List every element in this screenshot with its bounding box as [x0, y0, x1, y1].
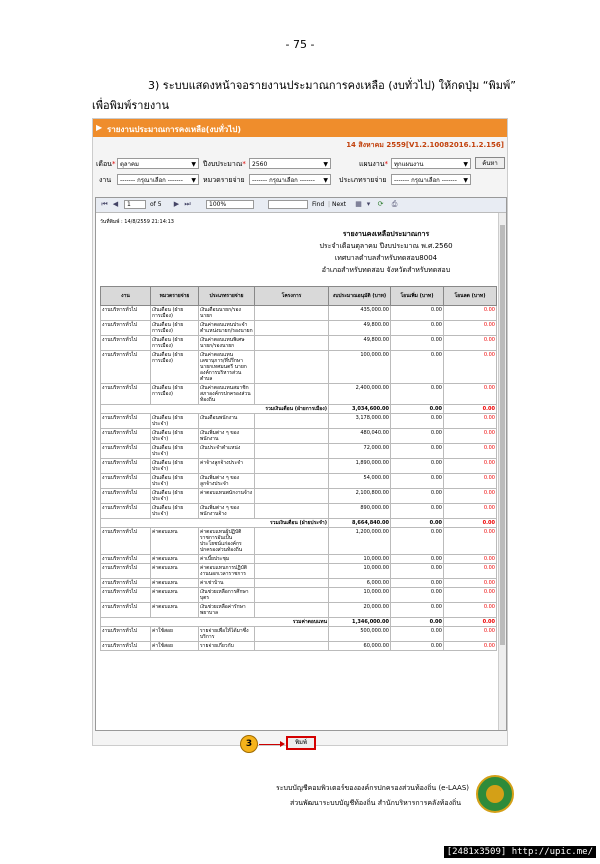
table-cell: [255, 459, 329, 474]
table-cell: งานบริหารทั่วไป: [101, 384, 151, 405]
table-cell: เงินเพิ่มต่าง ๆ ของพนักงานจ้าง: [199, 504, 255, 519]
table-cell: [255, 579, 329, 588]
table-cell: ค่าตอบแทนการปฏิบัติงานนอกเวลาราชการ: [199, 564, 255, 579]
table-cell: ค่าตอบแทน: [151, 579, 199, 588]
table-row: [101, 444, 497, 459]
table-cell: ค่าตอบแทน: [151, 564, 199, 579]
zoom-select[interactable]: 100%: [206, 200, 254, 209]
table-cell: งานบริหารทั่วไป: [101, 588, 151, 603]
table-header-row: [101, 287, 497, 306]
table-cell: งานบริหารทั่วไป: [101, 489, 151, 504]
find-link[interactable]: Find: [312, 201, 325, 208]
table-cell: [255, 444, 329, 459]
table-cell: 0.00: [444, 588, 497, 603]
table-cell: [255, 588, 329, 603]
table-cell: 0.00: [391, 414, 444, 429]
table-cell: เงินเดือน (ฝ่ายการเมือง): [151, 321, 199, 336]
table-cell: 0.00: [391, 627, 444, 642]
printer-icon[interactable]: ⎙: [391, 200, 398, 208]
table-row: [101, 351, 497, 384]
column-header: งาน: [101, 287, 151, 306]
table-cell: งานบริหารทั่วไป: [101, 579, 151, 588]
subtotal-cell: 0.00: [444, 618, 497, 627]
chevron-down-icon: ▼: [191, 177, 196, 184]
month-select[interactable]: ตุลาคม ▼: [117, 158, 199, 169]
table-cell: เงินค่าตอบแทนเลขานุการ/ที่ปรึกษานายกเทศมนตรี นายกองค์การบริหารส่วนตำบล: [199, 351, 255, 384]
table-cell: 0.00: [444, 351, 497, 384]
find-input[interactable]: [268, 200, 308, 209]
window-title: รายงานประมาณการคงเหลือ(งบทั่วไป): [107, 125, 241, 134]
table-row: [101, 459, 497, 474]
table-row: [101, 384, 497, 405]
table-cell: เงินค่าตอบแทนพิเศษนายก/รองนายก: [199, 336, 255, 351]
report-viewer: [95, 197, 507, 731]
table-cell: 0.00: [444, 336, 497, 351]
instruction-line-1: 3) ระบบแสดงหน้าจอรายงานประมาณการคงเหลือ (งบทั่วไป) ให้กดปุ่ม “พิมพ์”: [148, 79, 516, 92]
subtotal-label: รวมค่าตอบแทน: [101, 618, 329, 627]
subtotal-cell: 0.00: [391, 519, 444, 528]
table-cell: เงินเดือน (ฝ่ายประจำ): [151, 429, 199, 444]
column-header: โอนลด (บาท): [444, 287, 497, 306]
table-cell: [255, 474, 329, 489]
table-cell: งานบริหารทั่วไป: [101, 528, 151, 555]
subtotal-cell: 0.00: [444, 519, 497, 528]
table-cell: งานบริหารทั่วไป: [101, 351, 151, 384]
chevron-down-icon: ▼: [463, 161, 468, 168]
table-row: [101, 588, 497, 603]
type-label: ประเภทรายจ่าย: [339, 176, 387, 184]
table-cell: 0.00: [391, 489, 444, 504]
window-titlebar: [93, 119, 507, 137]
table-cell: เงินเดือน (ฝ่ายประจำ): [151, 444, 199, 459]
table-cell: 0.00: [444, 642, 497, 651]
table-cell: ค่าตอบแทน: [151, 555, 199, 564]
work-select[interactable]: ------- กรุณาเลือก ------- ▼: [117, 174, 199, 185]
table-cell: [255, 564, 329, 579]
print-date: วันที่พิมพ์ : 14/8/2559 21:14:13: [100, 219, 174, 225]
table-cell: งานบริหารทั่วไป: [101, 321, 151, 336]
table-cell: 2,100,800.00: [329, 489, 391, 504]
table-cell: 0.00: [444, 627, 497, 642]
table-cell: ค่าใช้สอย: [151, 627, 199, 642]
table-body: [101, 306, 497, 651]
table-cell: [255, 336, 329, 351]
table-cell: เงินเพิ่มต่าง ๆ ของพนักงาน: [199, 429, 255, 444]
table-cell: 0.00: [391, 351, 444, 384]
table-cell: 0.00: [444, 489, 497, 504]
table-cell: เงินค่าตอบแทนสมาชิกสภาองค์กรปกครองส่วนท้องถิ่น: [199, 384, 255, 405]
table-cell: 0.00: [391, 384, 444, 405]
subtotal-cell: 3,034,600.00: [329, 405, 391, 414]
watermark: [2481x3509] http://upic.me/: [444, 846, 596, 858]
table-cell: 3,178,000.00: [329, 414, 391, 429]
table-row: [101, 489, 497, 504]
step-badge: 3: [240, 735, 258, 753]
table-row: [101, 414, 497, 429]
last-page-icon[interactable]: ⏭: [184, 200, 191, 208]
table-cell: 0.00: [444, 384, 497, 405]
next-link[interactable]: Next: [332, 201, 346, 208]
table-cell: 60,000.00: [329, 642, 391, 651]
subtotal-row: [101, 519, 497, 528]
table-cell: งานบริหารทั่วไป: [101, 444, 151, 459]
table-cell: 0.00: [444, 528, 497, 555]
table-cell: 0.00: [391, 555, 444, 564]
table-cell: 0.00: [391, 444, 444, 459]
refresh-icon[interactable]: ⟳: [377, 200, 384, 208]
table-row: [101, 306, 497, 321]
table-cell: 0.00: [391, 564, 444, 579]
instruction-line-2: เพื่อพิมพ์รายงาน: [92, 99, 169, 112]
table-cell: ค่าใช้สอย: [151, 642, 199, 651]
table-cell: [255, 489, 329, 504]
print-button[interactable]: พิมพ์: [286, 736, 316, 750]
report-icon: ▶: [96, 123, 103, 132]
table-cell: งานบริหารทั่วไป: [101, 429, 151, 444]
table-cell: 49,800.00: [329, 321, 391, 336]
year-select[interactable]: 2560 ▼: [249, 158, 331, 169]
table-cell: 54,000.00: [329, 474, 391, 489]
subtotal-cell: 0.00: [391, 618, 444, 627]
table-cell: 0.00: [444, 474, 497, 489]
table-cell: ค่าเบี้ยประชุม: [199, 555, 255, 564]
table-cell: เงินเดือน (ฝ่ายการเมือง): [151, 351, 199, 384]
column-header: หมวดรายจ่าย: [151, 287, 199, 306]
first-page-icon[interactable]: ⏮: [101, 200, 108, 208]
table-cell: 0.00: [391, 459, 444, 474]
subtotal-cell: 0.00: [391, 405, 444, 414]
table-row: [101, 429, 497, 444]
table-cell: 0.00: [444, 321, 497, 336]
table-cell: 0.00: [444, 429, 497, 444]
table-cell: เงินเดือน (ฝ่ายประจำ): [151, 459, 199, 474]
table-cell: เงินเดือนพนักงาน: [199, 414, 255, 429]
table-cell: 2,400,000.00: [329, 384, 391, 405]
table-cell: 435,000.00: [329, 306, 391, 321]
table-cell: 0.00: [391, 642, 444, 651]
table-cell: 0.00: [391, 474, 444, 489]
table-cell: 0.00: [391, 603, 444, 618]
table-cell: [255, 351, 329, 384]
table-cell: 0.00: [444, 459, 497, 474]
year-label: ปีงบประมาณ*: [203, 160, 246, 168]
table-row: [101, 603, 497, 618]
table-row: [101, 642, 497, 651]
work-label: งาน: [99, 176, 112, 184]
table-cell: 6,000.00: [329, 579, 391, 588]
table-cell: เงินเดือน (ฝ่ายประจำ): [151, 474, 199, 489]
subtotal-row: [101, 618, 497, 627]
table-cell: เงินช่วยเหลือค่ารักษาพยาบาล: [199, 603, 255, 618]
subtotal-label: รวมเงินเดือน (ฝ่ายการเมือง): [101, 405, 329, 414]
table-row: [101, 336, 497, 351]
table-cell: 0.00: [444, 414, 497, 429]
chevron-down-icon: ▼: [191, 161, 196, 168]
table-cell: ค่าตอบแทน: [151, 528, 199, 555]
table-cell: [255, 429, 329, 444]
department-logo: [476, 775, 514, 813]
report-subtitle-1: ประจำเดือนตุลาคม ปีงบประมาณ พ.ศ.2560: [319, 242, 453, 250]
table-cell: ค่าตอบแทน: [151, 588, 199, 603]
table-cell: เงินเดือน (ฝ่ายประจำ): [151, 489, 199, 504]
category-label: หมวดรายจ่าย: [203, 176, 245, 184]
table-cell: ค่าเช่าบ้าน: [199, 579, 255, 588]
arrow-right-icon: [259, 744, 281, 745]
table-cell: เงินช่วยเหลือการศึกษาบุตร: [199, 588, 255, 603]
page-number-input[interactable]: 1: [124, 200, 146, 209]
table-row: [101, 321, 497, 336]
table-row: [101, 555, 497, 564]
table-cell: 500,000.00: [329, 627, 391, 642]
plan-label: แผนงาน*: [359, 160, 389, 168]
table-cell: 0.00: [444, 306, 497, 321]
table-cell: เงินเดือน (ฝ่ายการเมือง): [151, 306, 199, 321]
toolbar-separator: |: [328, 201, 331, 208]
table-row: [101, 474, 497, 489]
table-cell: งานบริหารทั่วไป: [101, 336, 151, 351]
table-cell: 0.00: [391, 504, 444, 519]
type-select[interactable]: ------- กรุณาเลือก ------- ▼: [391, 174, 471, 185]
subtotal-label: รวมเงินเดือน (ฝ่ายประจำ): [101, 519, 329, 528]
subtotal-cell: 0.00: [444, 405, 497, 414]
table-cell: 72,000.00: [329, 444, 391, 459]
table-cell: 0.00: [391, 306, 444, 321]
table-cell: 10,000.00: [329, 564, 391, 579]
scrollbar-thumb[interactable]: [500, 225, 505, 645]
report-subtitle-3: อำเภอสำหรับทดสอบ จังหวัดสำหรับทดสอบ: [321, 266, 451, 274]
table-cell: เงินเดือน (ฝ่ายประจำ): [151, 414, 199, 429]
table-cell: งานบริหารทั่วไป: [101, 504, 151, 519]
report-title: รายงานคงเหลือประมาณการ: [342, 230, 430, 238]
page-count: of 5: [150, 201, 162, 208]
column-header: ประเภทรายจ่าย: [199, 287, 255, 306]
table-cell: 0.00: [444, 504, 497, 519]
table-cell: 100,000.00: [329, 351, 391, 384]
table-cell: เงินเดือน (ฝ่ายการเมือง): [151, 384, 199, 405]
subtotal-cell: 8,664,840.00: [329, 519, 391, 528]
table-cell: [255, 306, 329, 321]
table-cell: [255, 504, 329, 519]
table-cell: 0.00: [391, 336, 444, 351]
table-cell: งานบริหารทั่วไป: [101, 555, 151, 564]
next-page-icon[interactable]: ▶: [173, 200, 180, 208]
table-cell: ค่าจ้างลูกจ้างประจำ: [199, 459, 255, 474]
column-header: งบประมาณอนุมัติ (บาท): [329, 287, 391, 306]
footer-line-2: ส่วนพัฒนาระบบบัญชีท้องถิ่น สำนักบริหารการคลังท้องถิ่น: [290, 799, 462, 807]
table-cell: รายจ่ายเพื่อให้ได้มาซึ่งบริการ: [199, 627, 255, 642]
search-button[interactable]: ค้นหา: [475, 157, 505, 169]
table-cell: เงินเดือนนายก/รองนายก: [199, 306, 255, 321]
version-label: 14 สิงหาคม 2559[V1.2.10082016.1.2.156]: [346, 141, 504, 149]
report-screenshot: [92, 118, 508, 746]
table-cell: 1,200,000.00: [329, 528, 391, 555]
table-cell: [255, 603, 329, 618]
subtotal-cell: 1,346,000.00: [329, 618, 391, 627]
table-cell: [255, 627, 329, 642]
month-label: เดือน*: [96, 160, 116, 168]
table-cell: รายจ่ายเกี่ยวกับ: [199, 642, 255, 651]
column-header: โครงการ: [255, 287, 329, 306]
table-cell: 0.00: [391, 321, 444, 336]
prev-page-icon[interactable]: ◀: [112, 200, 119, 208]
table-cell: งานบริหารทั่วไป: [101, 627, 151, 642]
report-subtitle-2: เทศบาลตำบลสำหรับทดสอบ8004: [334, 254, 438, 262]
table-cell: 49,800.00: [329, 336, 391, 351]
table-cell: ค่าตอบแทนผู้ปฏิบัติราชการอันเป็นประโยชน์แก่องค์กรปกครองส่วนท้องถิ่น: [199, 528, 255, 555]
table-cell: [255, 555, 329, 564]
table-cell: ค่าตอบแทนพนักงานจ้าง: [199, 489, 255, 504]
table-cell: งานบริหารทั่วไป: [101, 564, 151, 579]
chevron-down-icon: ▼: [323, 161, 328, 168]
table-cell: งานบริหารทั่วไป: [101, 603, 151, 618]
table-cell: 480,040.00: [329, 429, 391, 444]
subtotal-row: [101, 405, 497, 414]
export-icon[interactable]: ▦: [355, 200, 362, 208]
table-cell: 0.00: [444, 555, 497, 564]
export-dropdown-icon[interactable]: ▾: [366, 200, 371, 208]
table-cell: 890,000.00: [329, 504, 391, 519]
table-cell: [255, 384, 329, 405]
table-cell: 20,000.00: [329, 603, 391, 618]
table-cell: [255, 642, 329, 651]
chevron-down-icon: ▼: [463, 177, 468, 184]
page-number: - 75 -: [285, 38, 315, 51]
table-cell: 10,000.00: [329, 555, 391, 564]
table-row: [101, 504, 497, 519]
vertical-scrollbar[interactable]: [498, 213, 506, 730]
report-table: [100, 286, 497, 651]
table-cell: เงินเดือน (ฝ่ายการเมือง): [151, 336, 199, 351]
table-cell: 0.00: [444, 603, 497, 618]
table-cell: ค่าตอบแทน: [151, 603, 199, 618]
footer-line-1: ระบบบัญชีคอมพิวเตอร์ขององค์กรปกครองส่วนท้องถิ่น (e-LAAS): [276, 784, 470, 792]
table-cell: 0.00: [444, 444, 497, 459]
logo-emblem: [486, 785, 504, 803]
table-cell: 0.00: [391, 579, 444, 588]
table-cell: 10,000.00: [329, 588, 391, 603]
table-cell: 0.00: [444, 579, 497, 588]
table-cell: 0.00: [391, 588, 444, 603]
table-cell: 0.00: [444, 564, 497, 579]
table-row: [101, 627, 497, 642]
table-cell: [255, 321, 329, 336]
table-cell: เงินเพิ่มต่าง ๆ ของลูกจ้างประจำ: [199, 474, 255, 489]
category-select[interactable]: ------- กรุณาเลือก ------- ▼: [249, 174, 331, 185]
table-cell: เงินค่าตอบแทนประจำตำแหน่งนายก/รองนายก: [200, 322, 253, 334]
table-cell: 0.00: [391, 429, 444, 444]
table-cell: เงินประจำตำแหน่ง: [199, 444, 255, 459]
table-cell: เงินเดือน (ฝ่ายประจำ): [151, 504, 199, 519]
table-row: [101, 564, 497, 579]
table-cell: งานบริหารทั่วไป: [101, 459, 151, 474]
chevron-down-icon: ▼: [323, 177, 328, 184]
table-row: [101, 528, 497, 555]
table-cell: [255, 528, 329, 555]
column-header: โอนเพิ่ม (บาท): [391, 287, 444, 306]
viewer-toolbar: [96, 198, 506, 213]
table-row: [101, 579, 497, 588]
plan-select[interactable]: ทุกแผนงาน ▼: [391, 158, 471, 169]
table-cell: [255, 414, 329, 429]
table-cell: งานบริหารทั่วไป: [101, 474, 151, 489]
table-cell: 0.00: [391, 528, 444, 555]
table-cell: งานบริหารทั่วไป: [101, 306, 151, 321]
table-cell: งานบริหารทั่วไป: [101, 642, 151, 651]
table-cell: 1,890,000.00: [329, 459, 391, 474]
table-cell: งานบริหารทั่วไป: [101, 414, 151, 429]
